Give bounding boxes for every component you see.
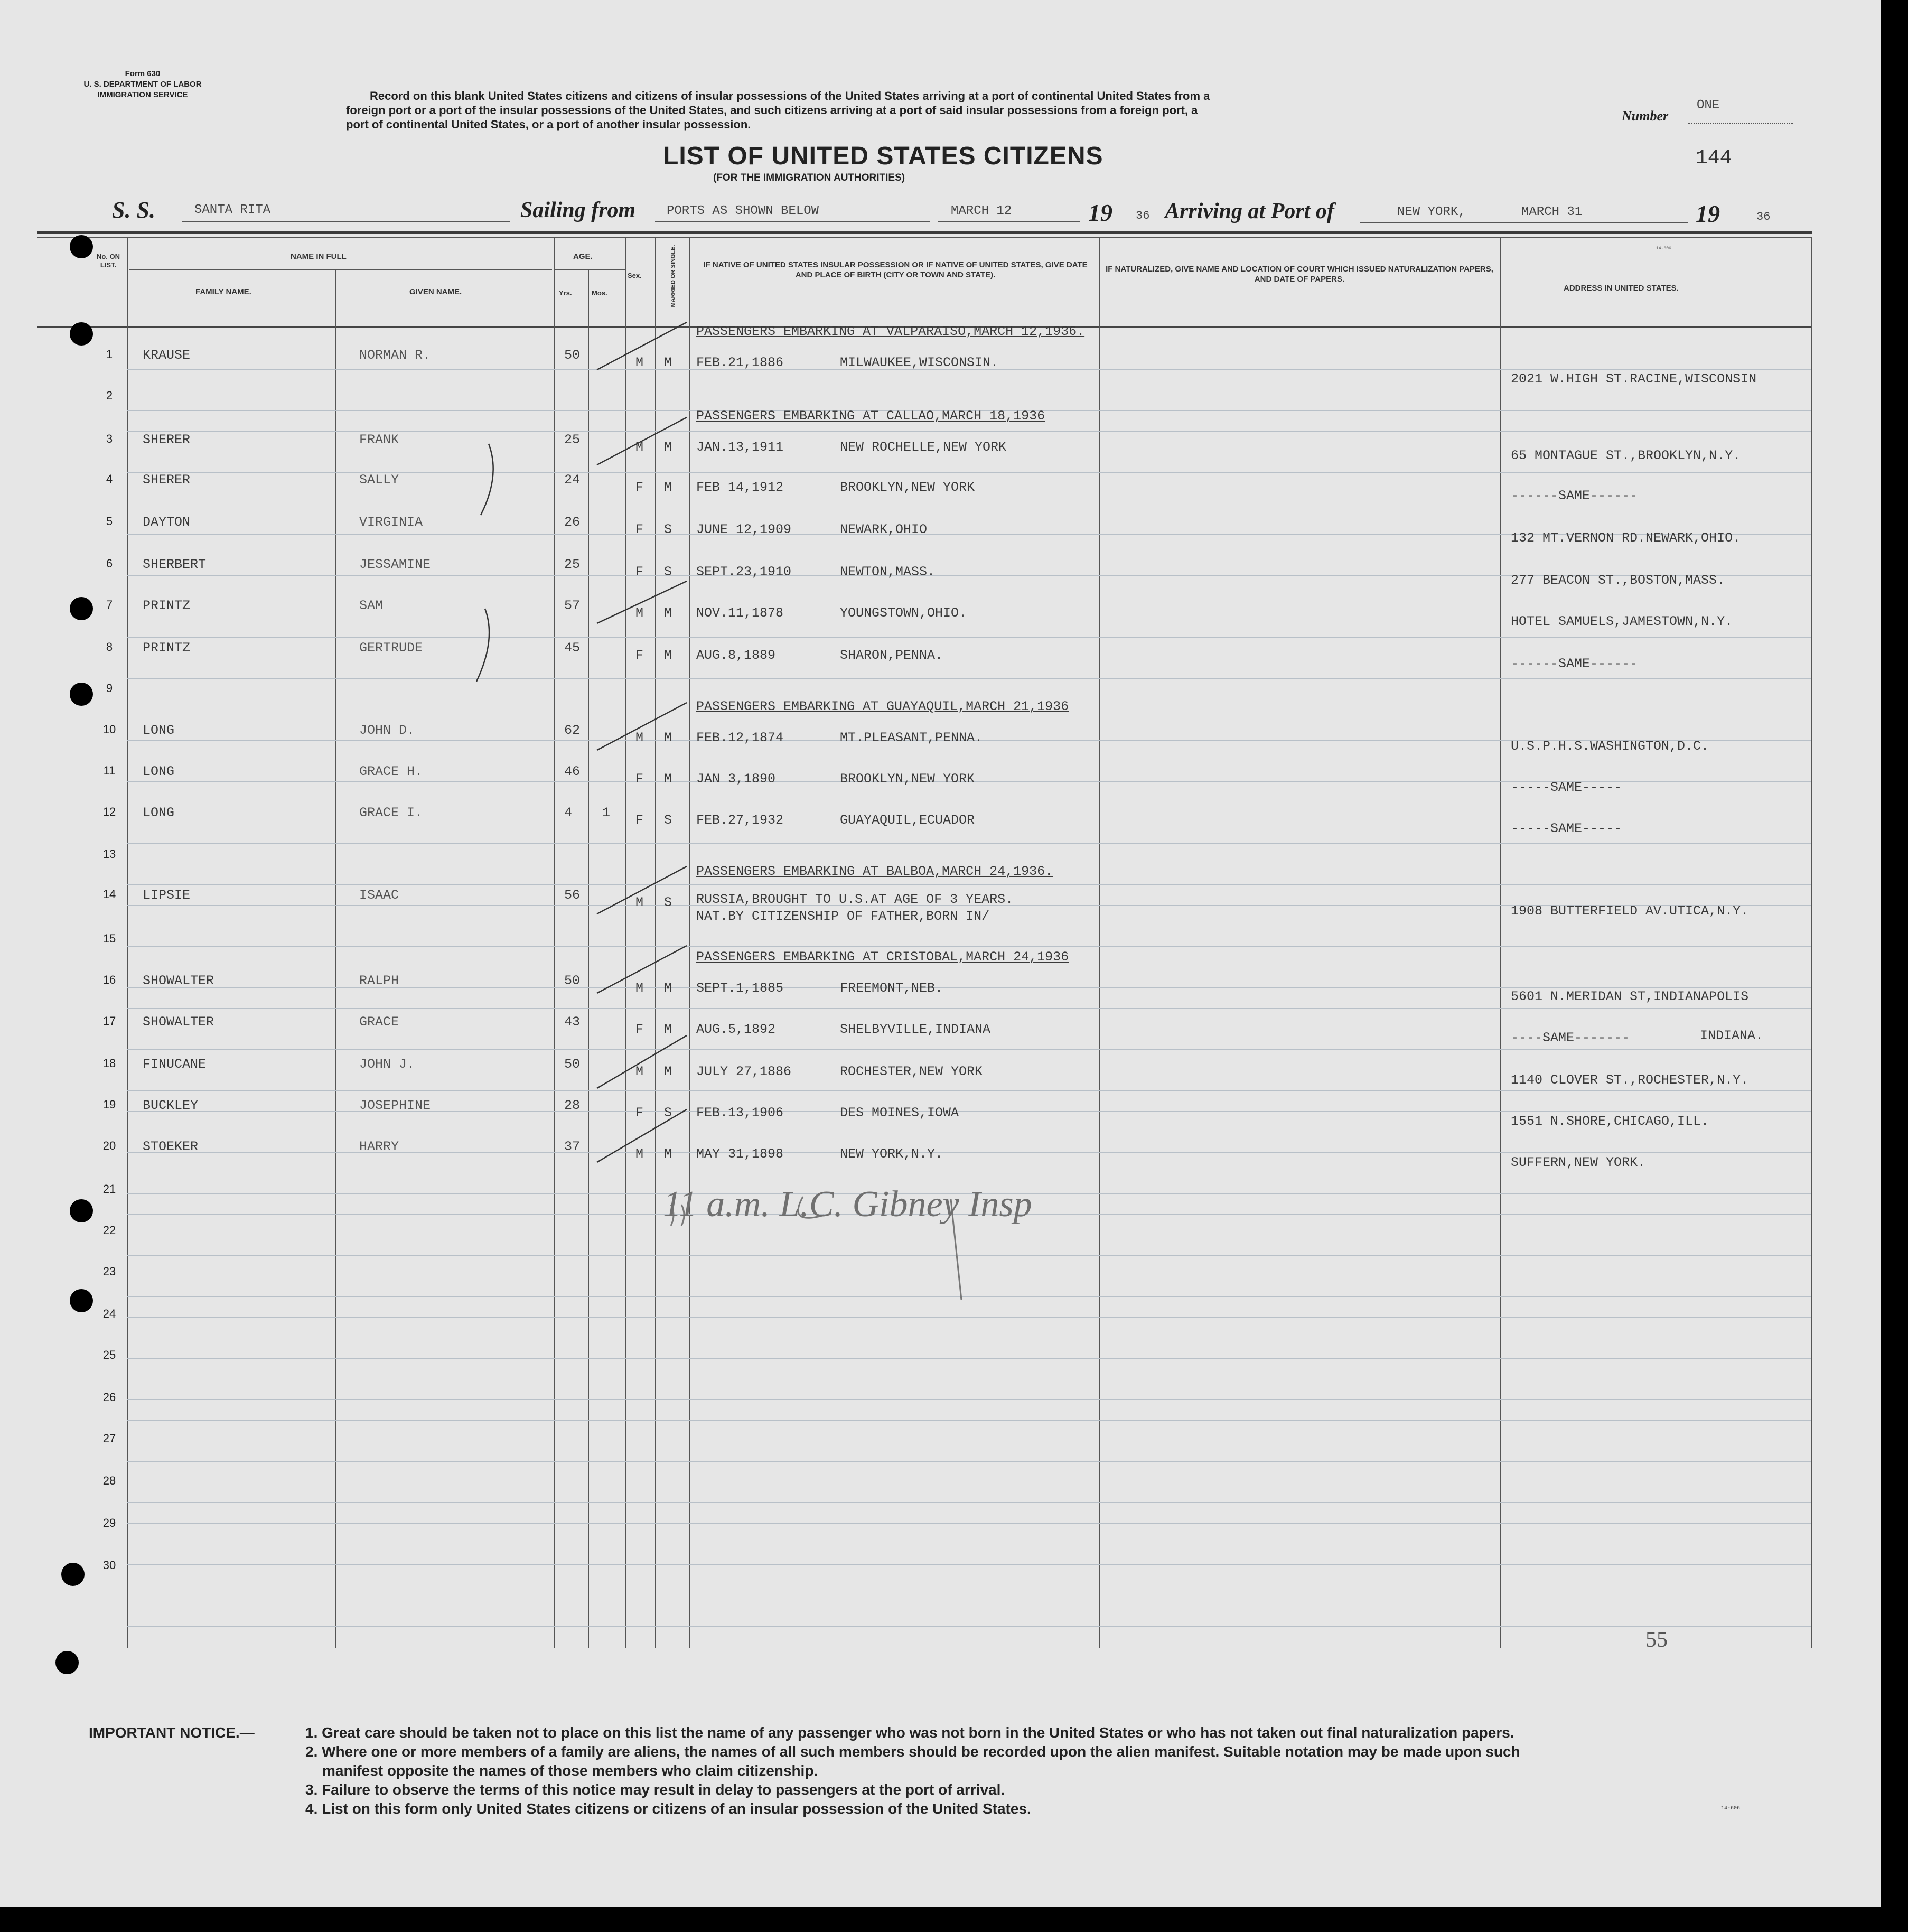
header-sex: Sex. [628, 272, 642, 279]
birth-date: JAN 3,1890 [696, 771, 776, 787]
birth-date: SEPT.1,1885 [696, 981, 784, 996]
age-years: 50 [564, 973, 581, 988]
line-number: 25 [102, 1348, 116, 1361]
header-age: AGE. [573, 252, 593, 261]
line-number: 15 [102, 932, 116, 945]
line-number: 24 [102, 1307, 116, 1320]
family-name: STOEKER [143, 1139, 199, 1154]
binding-hole [61, 1563, 85, 1586]
marital-status: M [664, 1146, 672, 1162]
birth-date: MAY 31,1898 [696, 1146, 784, 1162]
handwritten-page-number: 55 [1645, 1628, 1668, 1652]
age-years: 56 [564, 888, 581, 903]
given-name: HARRY [359, 1139, 399, 1154]
marital-status: M [664, 355, 672, 370]
sailing-date: MARCH 12 [951, 204, 1012, 218]
page-title: LIST OF UNITED STATES CITIZENS [663, 142, 1103, 170]
sailing-year: 36 [1136, 209, 1150, 222]
marital-status: S [664, 895, 672, 910]
family-name: LONG [143, 805, 175, 820]
birth-date: NOV.11,1878 [696, 605, 784, 621]
age-years: 45 [564, 640, 581, 656]
arriving-label: Arriving at Port of [1165, 199, 1334, 223]
number-value: ONE [1697, 98, 1720, 113]
lipsie-birth-line-1: RUSSIA,BROUGHT TO U.S.AT AGE OF 3 YEARS. [696, 892, 1014, 907]
given-name: GRACE I. [359, 805, 423, 820]
family-name: LONG [143, 764, 175, 779]
birth-date: FEB.12,1874 [696, 730, 784, 745]
marital-status: M [664, 981, 672, 996]
given-name: GRACE [359, 1014, 399, 1030]
line-number: 18 [102, 1057, 116, 1070]
line-number: 7 [106, 598, 113, 611]
header-family-name: FAMILY NAME. [195, 287, 251, 296]
birth-date: FEB.21,1886 [696, 355, 784, 370]
line-number: 21 [102, 1182, 116, 1196]
family-name: SHERBERT [143, 557, 207, 572]
sailing-from: PORTS AS SHOWN BELOW [667, 204, 819, 218]
birth-place: BROOKLYN,NEW YORK [840, 480, 975, 495]
birth-place: FREEMONT,NEB. [840, 981, 943, 996]
us-address: 1551 N.SHORE,CHICAGO,ILL. [1511, 1114, 1709, 1129]
line-number: 11 [103, 764, 116, 777]
header-given-name: GIVEN NAME. [409, 287, 462, 296]
birth-place: SHELBYVILLE,INDIANA [840, 1022, 991, 1037]
arrival-port: NEW YORK, [1397, 205, 1466, 219]
us-address: HOTEL SAMUELS,JAMESTOWN,N.Y. [1511, 614, 1733, 629]
sex: F [635, 480, 644, 495]
us-address: ------SAME------ [1511, 656, 1638, 671]
age-years: 37 [564, 1139, 581, 1154]
sex: M [635, 981, 644, 996]
family-name: KRAUSE [143, 348, 191, 363]
age-years: 26 [564, 515, 581, 530]
us-address: 277 BEACON ST.,BOSTON,MASS. [1511, 573, 1725, 588]
given-name: JOHN D. [359, 723, 415, 738]
given-name: ISAAC [359, 888, 399, 903]
age-years: 28 [564, 1098, 581, 1113]
age-years: 4 [564, 805, 573, 820]
line-number: 22 [102, 1224, 116, 1237]
us-address: 5601 N.MERIDAN ST,INDIANAPOLIS [1511, 989, 1749, 1004]
line-number: 1 [106, 348, 113, 361]
arrival-year: 36 [1756, 210, 1771, 223]
line-number: 5 [106, 515, 113, 528]
arrival-year-prefix: 19 [1696, 200, 1720, 227]
given-name: SAM [359, 598, 384, 613]
line-number: 10 [102, 723, 116, 736]
line-number: 27 [102, 1432, 116, 1445]
line-number: 6 [106, 557, 113, 570]
line-number: 9 [106, 682, 113, 695]
marital-status: M [664, 1022, 672, 1037]
line-number: 14 [102, 888, 116, 901]
age-years: 25 [564, 432, 581, 447]
sex: M [635, 355, 644, 370]
given-name: VIRGINIA [359, 515, 423, 530]
sex: F [635, 1105, 644, 1121]
family-name: SHERER [143, 472, 191, 488]
birth-date: FEB.27,1932 [696, 813, 784, 828]
sex: F [635, 522, 644, 537]
birth-date: SEPT.23,1910 [696, 564, 792, 580]
age-months: 1 [602, 805, 611, 820]
sex: F [635, 648, 644, 663]
marital-status: M [664, 1064, 672, 1079]
us-address: 2021 W.HIGH ST.RACINE,WISCONSIN [1511, 371, 1757, 387]
form-number: Form 630 [125, 69, 161, 78]
header-naturalized: IF NATURALIZED, GIVE NAME AND LOCATION OF COURT WHICH ISSUED NATURALIZATION PAPERS, AND DATE OF PAPERS. [1106, 265, 1493, 284]
line-number: 17 [102, 1014, 116, 1028]
age-years: 25 [564, 557, 581, 572]
instruction-line: Record on this blank United States citizens and citizens of insular possessions of the United States arriving at a port of continental United States from a [370, 89, 1210, 102]
header-native-birth: IF NATIVE OF UNITED STATES INSULAR POSSESSION OR IF NATIVE OF UNITED STATES, GIVE DATE AND PLACE OF BIRTH (CITY OR TOWN AND STATE). [703, 260, 1088, 279]
given-name: GERTRUDE [359, 640, 423, 656]
line-number: 29 [102, 1516, 116, 1529]
sex: M [635, 605, 644, 621]
binding-hole [70, 235, 93, 258]
marital-status: S [664, 1105, 672, 1121]
binding-hole [70, 322, 93, 346]
embarkation-header: PASSENGERS EMBARKING AT CALLAO,MARCH 18,1936 [696, 408, 1045, 424]
given-name: JOHN J. [359, 1057, 415, 1072]
us-address: 1140 CLOVER ST.,ROCHESTER,N.Y. [1511, 1072, 1749, 1088]
birth-date: AUG.8,1889 [696, 648, 776, 663]
given-name: SALLY [359, 472, 399, 488]
instruction-line: port of continental United States, or a port of another insular possession. [346, 118, 751, 131]
embarkation-header: PASSENGERS EMBARKING AT VALPARAISO,MARCH 12,1936. [696, 324, 1085, 339]
service-name: IMMIGRATION SERVICE [97, 90, 188, 99]
us-address: -----SAME----- [1511, 780, 1622, 795]
notice-item-2: 2. Where one or more members of a family are aliens, the names of all such members should be recorded upon the alien manifest. Suitable notation may be made upon such [305, 1743, 1520, 1760]
sex: M [635, 1064, 644, 1079]
sex: F [635, 1022, 644, 1037]
line-number: 4 [106, 472, 113, 486]
embarkation-header: PASSENGERS EMBARKING AT BALBOA,MARCH 24,1936. [696, 864, 1053, 879]
notice-label: IMPORTANT NOTICE.— [89, 1724, 255, 1741]
line-number: 8 [106, 640, 113, 654]
given-name: NORMAN R. [359, 348, 431, 363]
age-years: 50 [564, 1057, 581, 1072]
family-bracket [481, 444, 493, 515]
notice-item-3: 3. Failure to observe the terms of this notice may result in delay to passengers at the port of arrival. [305, 1781, 1005, 1798]
birth-date: FEB.13,1906 [696, 1105, 784, 1121]
header-address: ADDRESS IN UNITED STATES. [1564, 284, 1679, 293]
sex: M [635, 895, 644, 910]
given-name: JESSAMINE [359, 557, 431, 572]
sex: M [635, 1146, 644, 1162]
birth-date: JUNE 12,1909 [696, 522, 792, 537]
sailing-year-prefix: 19 [1088, 199, 1112, 226]
marital-status: M [664, 771, 672, 787]
us-address: -----SAME----- [1511, 821, 1622, 836]
birth-date: FEB 14,1912 [696, 480, 784, 495]
check-strokes [597, 322, 687, 1162]
family-name: BUCKLEY [143, 1098, 199, 1113]
family-bracket [476, 609, 489, 682]
binding-hole [70, 1199, 93, 1222]
marital-status: M [664, 648, 672, 663]
line-number: 12 [102, 805, 116, 818]
embarkation-header: PASSENGERS EMBARKING AT GUAYAQUIL,MARCH 21,1936 [696, 699, 1069, 714]
line-number: 3 [106, 432, 113, 445]
notice-item-2-cont: manifest opposite the names of those members who claim citizenship. [322, 1762, 818, 1779]
birth-place: MT.PLEASANT,PENNA. [840, 730, 983, 745]
line-number: 28 [102, 1474, 116, 1487]
birth-place: NEW YORK,N.Y. [840, 1146, 943, 1162]
birth-place: GUAYAQUIL,ECUADOR [840, 813, 975, 828]
family-name: SHOWALTER [143, 973, 214, 988]
notice-item-4: 4. List on this form only United States citizens or citizens of an insular possession of the United States. [305, 1800, 1031, 1817]
marital-status: M [664, 730, 672, 745]
family-name: FINUCANE [143, 1057, 207, 1072]
family-name: LIPSIE [143, 888, 191, 903]
age-years: 24 [564, 472, 581, 488]
embarkation-header: PASSENGERS EMBARKING AT CRISTOBAL,MARCH 24,1936 [696, 949, 1069, 965]
sex: M [635, 440, 644, 455]
binding-hole [70, 683, 93, 706]
birth-place: MILWAUKEE,WISCONSIN. [840, 355, 999, 370]
birth-date: JULY 27,1886 [696, 1064, 792, 1079]
us-address: ----SAME------- [1511, 1030, 1630, 1046]
sex: F [635, 813, 644, 828]
age-years: 50 [564, 348, 581, 363]
header-married-single: MARRIED OR SINGLE. [670, 245, 677, 307]
us-address: 132 MT.VERNON RD.NEWARK,OHIO. [1511, 530, 1741, 546]
line-number: 19 [102, 1098, 116, 1111]
birth-date: JAN.13,1911 [696, 440, 784, 455]
department-name: U. S. DEPARTMENT OF LABOR [83, 80, 202, 89]
family-name: DAYTON [143, 515, 191, 530]
birth-place: DES MOINES,IOWA [840, 1105, 959, 1121]
age-years: 57 [564, 598, 581, 613]
given-name: GRACE H. [359, 764, 423, 779]
line-number: 16 [102, 973, 116, 986]
us-address: 1908 BUTTERFIELD AV.UTICA,N.Y. [1511, 903, 1749, 919]
us-address: ------SAME------ [1511, 488, 1638, 503]
sex: F [635, 564, 644, 580]
line-number: 30 [102, 1558, 116, 1572]
birth-place: YOUNGSTOWN,OHIO. [840, 605, 967, 621]
binding-hole [55, 1651, 79, 1674]
sailing-label: Sailing from [520, 198, 636, 222]
family-name: LONG [143, 723, 175, 738]
birth-place: SHARON,PENNA. [840, 648, 943, 663]
family-name: PRINTZ [143, 598, 191, 613]
instruction-line: foreign port or a port of the insular possessions of the United States, and such citizens arriving at a port of said insular possessions from a foreign port, a [346, 104, 1198, 117]
page-number: 144 [1696, 147, 1732, 170]
sex: F [635, 771, 644, 787]
inspector-signature: 11 a.m. L.C. Gibney Insp [663, 1184, 1032, 1225]
number-label: Number [1622, 108, 1669, 124]
ss-label: S. S. [112, 197, 155, 223]
line-number: 2 [106, 389, 113, 402]
header-no-on-list: No. ON LIST. [96, 253, 120, 269]
age-years: 43 [564, 1014, 581, 1030]
header-name-in-full: NAME IN FULL [291, 252, 347, 261]
age-years: 46 [564, 764, 581, 779]
birth-place: NEW ROCHELLE,NEW YORK [840, 440, 1007, 455]
sex: M [635, 730, 644, 745]
family-name: SHERER [143, 432, 191, 447]
family-name: PRINTZ [143, 640, 191, 656]
notice-footer-mark: 14-606 [1721, 1806, 1741, 1812]
birth-place: ROCHESTER,NEW YORK [840, 1064, 983, 1079]
given-name: JOSEPHINE [359, 1098, 431, 1113]
notice-item-1: 1. Great care should be taken not to place on this list the name of any passenger who was not born in the United States or who has not taken out final naturalization papers. [305, 1724, 1514, 1741]
ship-name: SANTA RITA [194, 203, 271, 217]
marital-status: M [664, 480, 672, 495]
line-number: 13 [102, 847, 116, 861]
given-name: RALPH [359, 973, 399, 988]
printer-mark: 14-606 [1656, 246, 1671, 251]
marital-status: M [664, 605, 672, 621]
birth-place: NEWTON,MASS. [840, 564, 936, 580]
family-name: SHOWALTER [143, 1014, 214, 1030]
page-subtitle: (FOR THE IMMIGRATION AUTHORITIES) [713, 172, 905, 183]
line-number: 26 [102, 1390, 116, 1404]
marital-status: S [664, 813, 672, 828]
birth-date: AUG.5,1892 [696, 1022, 776, 1037]
arrival-date: MARCH 31 [1521, 205, 1583, 219]
header-yrs: Yrs. [559, 289, 572, 297]
birth-place: BROOKLYN,NEW YORK [840, 771, 975, 787]
line-number: 23 [102, 1265, 116, 1278]
address-continuation: INDIANA. [1700, 1028, 1764, 1043]
header-mos: Mos. [592, 289, 607, 297]
binding-hole [70, 1289, 93, 1312]
marital-status: S [664, 564, 672, 580]
marital-status: S [664, 522, 672, 537]
marital-status: M [664, 440, 672, 455]
us-address: U.S.P.H.S.WASHINGTON,D.C. [1511, 739, 1709, 754]
binding-hole [70, 597, 93, 620]
given-name: FRANK [359, 432, 399, 447]
us-address: 65 MONTAGUE ST.,BROOKLYN,N.Y. [1511, 448, 1741, 463]
us-address: SUFFERN,NEW YORK. [1511, 1155, 1646, 1170]
birth-place: NEWARK,OHIO [840, 522, 928, 537]
age-years: 62 [564, 723, 581, 738]
lipsie-birth-line-2: NAT.BY CITIZENSHIP OF FATHER,BORN IN/ [696, 909, 990, 924]
line-number: 20 [102, 1139, 116, 1152]
